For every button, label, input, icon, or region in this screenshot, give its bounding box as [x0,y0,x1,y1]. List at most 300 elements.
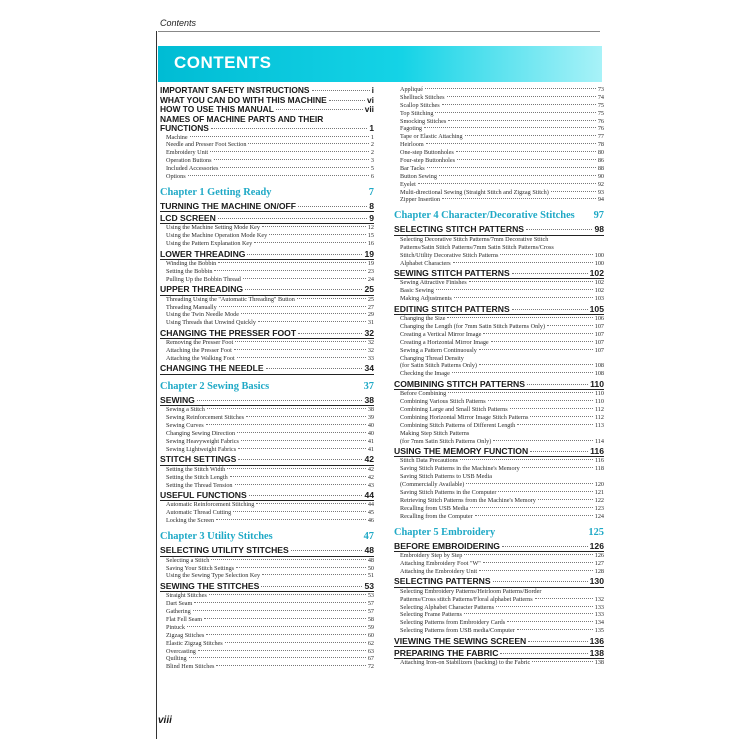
toc-page-number: 92 [597,180,604,188]
toc-item-entry[interactable] [394,133,604,141]
dot-leader [209,594,366,595]
toc-item-entry[interactable] [394,323,604,331]
toc-page-number: 40 [367,430,374,438]
toc-item-entry[interactable] [160,466,374,474]
dot-leader [427,167,596,168]
toc-entry-title: Using the Twin Needle Mode [166,311,240,319]
toc-item-entry[interactable] [160,232,374,240]
toc-section-entry[interactable] [160,96,374,106]
toc-entry-title: Selecting Patterns from USB media/Computer [400,627,515,635]
toc-entry-title: Button Sewing [400,172,437,180]
toc-section-entry[interactable] [160,249,374,261]
toc-item-entry[interactable] [394,118,604,126]
toc-page-number: 107 [594,338,604,346]
toc-entry-title: Using Threads that Unwind Quickly [166,319,256,327]
toc-item-entry[interactable] [160,347,374,355]
toc-page-number: 19 [364,248,374,259]
dot-leader [204,618,366,619]
dot-leader [479,570,593,571]
toc-chapter-heading[interactable] [160,379,374,394]
toc-item-entry[interactable] [160,165,374,173]
dot-leader [530,451,588,452]
toc-entry-title: Creating a Horizontal Mirror Image [400,338,489,346]
toc-item-entry[interactable] [394,102,604,110]
toc-section-entry[interactable] [160,328,374,340]
dot-leader [510,408,593,409]
toc-item-entry[interactable] [394,252,604,260]
toc-item-entry[interactable] [394,315,604,323]
dot-leader [261,586,362,587]
toc-entry-title: Setting the Stitch Length [166,473,228,481]
toc-item-entry[interactable] [160,608,374,616]
toc-item-entry[interactable] [394,173,604,181]
toc-section-entry[interactable] [160,545,374,557]
toc-page-number: 33 [367,355,374,363]
toc-entry-title: Chapter 4 Character/Decorative Stitches [394,210,575,222]
dot-leader [211,128,367,129]
dot-leader [269,234,366,235]
toc-page-number: 44 [364,489,374,500]
toc-item-entry[interactable] [394,196,604,204]
dot-leader [502,546,588,547]
toc-section-entry[interactable] [160,124,374,134]
dot-leader [241,440,366,441]
toc-item-entry[interactable] [394,125,604,133]
toc-entry-title: HOW TO USE THIS MANUAL [160,105,274,114]
toc-item-entry[interactable] [394,627,604,635]
toc-entry-title: Shelltuck Stitches [400,93,445,101]
dot-leader [491,341,593,342]
dot-leader [249,495,363,496]
dot-leader [276,109,363,110]
toc-item-entry[interactable] [394,370,604,378]
toc-entry-title: Attaching Iron-on Stabilizers (backing) to the Fabric [400,659,531,667]
toc-entry-title: (for Satin Stitch Patterns Only) [400,362,477,370]
toc-item-entry[interactable] [160,134,374,142]
toc-entry-title: Attaching the Embroidery Unit [400,567,478,575]
toc-page-number: 27 [367,303,374,311]
toc-section-entry[interactable] [394,379,604,391]
toc-entry-title: Selecting Embroidery Patterns/Heirloom Patterns/Border [400,587,542,595]
toc-page-number: 108 [594,362,604,370]
toc-item-entry[interactable] [160,173,374,181]
header-rule [158,31,600,32]
dot-leader [507,621,593,622]
toc-section-entry[interactable] [394,576,604,588]
toc-item-entry[interactable] [394,422,604,430]
toc-item-entry[interactable] [160,157,374,165]
toc-item-entry[interactable] [160,296,374,304]
toc-section-entry[interactable] [394,224,604,236]
toc-item-entry[interactable] [160,319,374,327]
dot-leader [207,408,366,409]
dot-leader [538,499,593,500]
toc-item-entry[interactable] [160,565,374,573]
toc-entry-title: IMPORTANT SAFETY INSTRUCTIONS [160,86,310,95]
toc-page-number: 133 [594,603,604,611]
toc-page-number: 105 [589,303,604,314]
toc-item-entry[interactable] [160,430,374,438]
toc-item-entry[interactable] [160,655,374,663]
toc-item-entry[interactable] [394,513,604,521]
toc-item-entry[interactable] [394,331,604,339]
toc-item-entry[interactable] [160,501,374,509]
toc-page-number: 113 [594,421,604,429]
dot-leader [298,206,367,207]
toc-entry-title: VIEWING THE SEWING SCREEN [394,635,527,646]
toc-item-entry[interactable] [394,362,604,370]
toc-entry-title: Pintuck [166,623,185,631]
toc-item-entry[interactable] [394,165,604,173]
toc-page-number: 45 [367,509,374,517]
toc-page-number: 1 [370,133,374,141]
toc-page-number: 31 [367,319,374,327]
toc-entry-title: Checking the Image [400,370,450,378]
toc-page-number: 2 [370,149,374,157]
toc-item-entry[interactable] [394,489,604,497]
toc-entry-title: USING THE MEMORY FUNCTION [394,445,529,456]
toc-page-number: 134 [594,619,604,627]
toc-entry-title: Sewing Lightweight Fabrics [166,445,237,453]
toc-section-entry[interactable] [394,648,604,660]
toc-entry-title: Attaching the Walking Foot [166,355,235,363]
toc-entry-title: Locking the Screen [166,517,215,525]
toc-entry-title: Straight Stitches [166,592,207,600]
dot-leader [479,364,593,365]
dot-leader [528,641,587,642]
dot-leader [479,349,593,350]
toc-entry-title: Changing Sewing Direction [166,430,236,438]
toc-entry-title: Automatic Reinforcement Stitching [166,501,255,509]
toc-page-number: 100 [594,251,604,259]
toc-entry-title: Selecting Patterns from Embroidery Cards [400,619,506,627]
toc-page-number: 24 [367,275,374,283]
toc-section-entry[interactable] [160,395,374,407]
toc-page-number: 88 [597,164,604,172]
toc-item-entry[interactable] [160,509,374,517]
toc-entry-title: Using the Sewing Type Selection Key [166,572,261,580]
toc-page-number: 76 [597,117,604,125]
toc-page-number: 107 [594,330,604,338]
toc-item-entry[interactable] [160,592,374,600]
toc-page-number: 50 [367,564,374,572]
toc-section-entry[interactable] [160,490,374,502]
dot-leader [483,562,593,563]
dot-leader [329,100,365,101]
toc-entry-title: Bar Tacks [400,164,425,172]
toc-page-number: 25 [364,284,374,295]
toc-entry-title: Setting the Bobbin [166,267,213,275]
dot-leader [237,357,366,358]
dot-leader [425,88,596,89]
toc-chapter-heading[interactable] [394,525,604,540]
toc-item-entry[interactable] [394,588,604,596]
toc-page-number: 42 [364,454,374,465]
toc-page-number: 77 [597,133,604,141]
toc-section-entry[interactable] [160,201,374,213]
toc-page-number: 125 [588,526,604,538]
toc-page-number: 6 [370,172,374,180]
toc-entry-title: Machine [166,133,188,141]
toc-item-entry[interactable] [394,465,604,473]
toc-item-entry[interactable] [394,604,604,612]
toc-item-entry[interactable] [394,355,604,363]
toc-item-entry[interactable] [394,596,604,604]
toc-item-entry[interactable] [394,279,604,287]
dot-leader [527,384,588,385]
dot-leader [188,175,369,176]
toc-item-entry[interactable] [160,304,374,312]
dot-leader [214,270,365,271]
toc-item-entry[interactable] [394,141,604,149]
dot-leader [465,135,596,136]
toc-page-number: 25 [367,295,374,303]
dot-leader [194,602,366,603]
toc-section-entry[interactable] [160,115,374,125]
toc-item-entry[interactable] [160,600,374,608]
toc-entry-title: Combining Stitch Patterns of Different Length [400,421,516,429]
toc-item-entry[interactable] [394,390,604,398]
toc-section-entry[interactable] [160,105,374,115]
toc-page-number: 8 [369,200,374,211]
toc-item-entry[interactable] [394,473,604,481]
toc-page-number: 44 [367,501,374,509]
toc-page-number: 60 [367,631,374,639]
toc-entry-title: Stitch Data Precautions [400,457,459,465]
toc-entry-title: Setting the Thread Tension [166,481,233,489]
toc-item-entry[interactable] [394,560,604,568]
toc-page-number: 9 [369,212,374,223]
toc-item-entry[interactable] [394,347,604,355]
toc-page-number: 116 [594,457,604,465]
dot-leader [258,321,366,322]
toc-item-entry[interactable] [160,572,374,580]
toc-item-entry[interactable] [160,260,374,268]
toc-item-entry[interactable] [394,149,604,157]
toc-item-entry[interactable] [394,94,604,102]
toc-section-entry[interactable] [394,268,604,280]
toc-entry-title: Threading Using the "Automatic Threading" Button [166,295,295,303]
dot-leader [522,467,593,468]
toc-item-entry[interactable] [394,157,604,165]
dot-leader [220,167,369,168]
toc-item-entry[interactable] [160,276,374,284]
toc-item-entry[interactable] [394,497,604,505]
dot-leader [532,661,592,662]
dot-leader [298,333,362,334]
toc-item-entry[interactable] [160,149,374,157]
toc-page-number: 112 [594,413,604,421]
toc-entry-title: Operation Buttons [166,157,212,165]
dot-leader [237,432,366,433]
toc-entry-title: Chapter 1 Getting Ready [160,186,272,198]
toc-entry-title: Recalling from USB Media [400,504,469,512]
dot-leader [206,634,365,635]
toc-item-entry[interactable] [160,632,374,640]
dot-leader [453,262,593,263]
toc-entry-title: Gathering [166,608,191,616]
toc-section-entry[interactable] [160,86,374,96]
toc-item-entry[interactable] [394,568,604,576]
toc-page-number: 29 [367,311,374,319]
toc-page-number: 138 [589,647,604,658]
toc-item-entry[interactable] [394,438,604,446]
toc-section-entry[interactable] [394,541,604,553]
toc-item-entry[interactable] [394,189,604,197]
dot-leader [452,372,593,373]
toc-item-entry[interactable] [160,474,374,482]
toc-entry-title: Winding the Bobbin [166,260,217,268]
toc-item-entry[interactable] [160,339,374,347]
toc-page-number: 123 [594,504,604,512]
toc-item-entry[interactable] [394,611,604,619]
dot-leader [236,567,366,568]
toc-section-entry[interactable] [394,446,604,458]
toc-entry-title: EDITING STITCH PATTERNS [394,303,510,314]
toc-entry-title: Combining Various Stitch Patterns [400,398,486,406]
toc-chapter-heading[interactable] [160,185,374,200]
toc-item-entry[interactable] [160,141,374,149]
toc-section-entry[interactable] [160,454,374,466]
dot-leader [190,136,369,137]
toc-entry-title: Sewing Attractive Finishes [400,279,467,287]
toc-section-entry[interactable] [394,304,604,316]
toc-entry-title: WHAT YOU CAN DO WITH THIS MACHINE [160,95,327,105]
toc-page-number: 98 [594,224,604,235]
toc-item-entry[interactable] [160,640,374,648]
toc-entry-title: Appliqué [400,86,424,93]
toc-item-entry[interactable] [160,414,374,422]
toc-chapter-heading[interactable] [394,208,604,223]
toc-item-entry[interactable] [394,414,604,422]
toc-section-entry[interactable] [394,636,604,648]
toc-entry-title: Automatic Thread Cutting [166,509,232,517]
toc-item-entry[interactable] [394,110,604,118]
dot-leader [218,262,366,263]
toc-entry-title: Needle and Presser Foot Section [166,141,247,149]
toc-item-entry[interactable] [394,339,604,347]
toc-item-entry[interactable] [394,505,604,513]
toc-entry-title: Multi-directional Sewing (Straight Stitch and Zigzag Stitch) [400,188,549,196]
toc-entry-title: Heirloom [400,141,424,149]
toc-item-entry[interactable] [160,446,374,454]
dot-leader [262,226,366,227]
dot-leader [488,400,593,401]
toc-page-number: 110 [590,378,604,389]
toc-chapter-heading[interactable] [160,529,374,544]
toc-item-entry[interactable] [160,624,374,632]
dot-leader [312,90,370,91]
toc-item-entry[interactable] [160,240,374,248]
dot-leader [227,468,366,469]
toc-entry-title: Setting the Stitch Width [166,465,226,473]
toc-entry-title: Using the Pattern Explanation Key [166,240,253,248]
dot-leader [219,306,366,307]
toc-item-entry[interactable] [394,236,604,244]
toc-page-number: 93 [597,188,604,196]
toc-entry-title: Changing Thread Density [400,354,464,362]
toc-entry-title: SEWING [160,394,195,405]
toc-item-entry[interactable] [160,557,374,565]
toc-item-entry[interactable] [160,438,374,446]
toc-entry-title: Selecting Frame Patterns [400,611,462,619]
toc-page-number: 47 [363,531,374,543]
toc-section-entry[interactable] [160,284,374,296]
toc-page-number: 73 [597,86,604,93]
toc-item-entry[interactable] [160,355,374,363]
toc-section-entry[interactable] [160,213,374,225]
toc-item-entry[interactable] [394,406,604,414]
toc-item-entry[interactable] [394,244,604,252]
toc-entry-title: Pulling Up the Bobbin Thread [166,275,241,283]
toc-page-number: 5 [370,165,374,173]
toc-item-entry[interactable] [160,616,374,624]
toc-item-entry[interactable] [160,517,374,525]
toc-section-entry[interactable] [160,363,374,375]
toc-entry-title: Fagoting [400,125,423,133]
toc-page-number: 80 [597,149,604,157]
toc-entry-title: Zigzag Stitches [166,631,205,639]
toc-section-entry[interactable] [160,581,374,593]
toc-item-entry[interactable] [394,619,604,627]
toc-item-entry[interactable] [394,481,604,489]
toc-entry-title: LCD SCREEN [160,212,216,223]
toc-entry-title: Threading Manually [166,303,217,311]
contents-banner [158,46,602,82]
dot-leader [218,218,367,219]
dot-leader [214,159,369,160]
toc-item-entry[interactable] [160,648,374,656]
toc-item-entry[interactable] [160,422,374,430]
dot-leader [266,368,363,369]
toc-item-entry[interactable] [394,295,604,303]
toc-item-entry[interactable] [160,663,374,671]
toc-item-entry[interactable] [160,482,374,490]
toc-page-number: 51 [367,572,374,580]
toc-item-entry[interactable] [160,224,374,232]
toc-item-entry[interactable] [394,398,604,406]
toc-entry-title: Using the Machine Setting Mode Key [166,224,260,232]
toc-item-entry[interactable] [394,430,604,438]
toc-item-entry[interactable] [160,406,374,414]
toc-item-entry[interactable] [394,86,604,94]
toc-page-number: 72 [367,663,374,671]
dot-leader [498,491,592,492]
toc-item-entry[interactable] [394,552,604,560]
toc-entry-title: UPPER THREADING [160,284,244,295]
toc-page-number: 38 [367,406,374,414]
dot-leader [235,341,366,342]
dot-leader [535,598,593,599]
toc-entry-title: Attaching the Presser Foot [166,347,232,355]
toc-item-entry[interactable] [394,457,604,465]
toc-page-number: 106 [594,315,604,323]
toc-item-entry[interactable] [394,287,604,295]
toc-item-entry[interactable] [394,659,604,667]
toc-item-entry[interactable] [394,260,604,268]
toc-page-number: 67 [367,655,374,663]
toc-item-entry[interactable] [160,311,374,319]
toc-page-number: 116 [590,445,604,456]
toc-page-number: 63 [367,647,374,655]
toc-entry-title: FUNCTIONS [160,124,209,133]
toc-item-entry[interactable] [394,181,604,189]
toc-page-number: 59 [367,623,374,631]
toc-item-entry[interactable] [160,268,374,276]
toc-entry-title: Retrieving Stitch Patterns from the Machine's Memory [400,496,536,504]
dot-leader [211,559,366,560]
toc-entry-title: Stitch/Utility Decorative Stitch Patterns [400,251,499,259]
